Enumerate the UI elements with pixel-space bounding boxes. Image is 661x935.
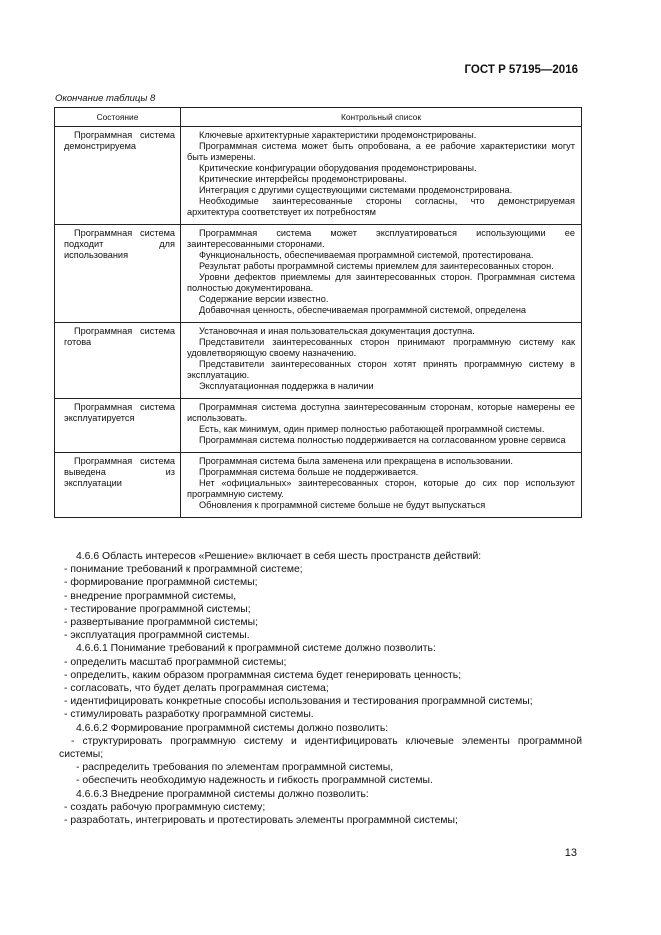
checklist-item: Программная система была заменена или прекращена в использовании. — [199, 456, 513, 466]
body-text — [59, 550, 582, 827]
checklist-cell — [181, 453, 582, 518]
state-cell: Программная система выведена из эксплуатации — [55, 453, 181, 518]
list-item: - согласовать, что будет делать программная система; — [64, 683, 329, 695]
standard-designation: ГОСТ Р 57195—2016 — [464, 64, 578, 76]
table-row — [55, 399, 582, 453]
checklist-item: Ключевые архитектурные характеристики продемонстрированы. — [199, 130, 477, 140]
list-item: - тестирование программной системы; — [64, 603, 251, 615]
list-item: - определить, каким образом программная система будет генерировать ценность; — [64, 669, 462, 681]
column-header-state: Состояние — [55, 108, 181, 127]
checklist-item: Есть, как минимум, один пример полностью работающей программной системы. — [199, 424, 545, 434]
list-item: - идентифицировать конкретные способы использования и тестирования программной системы; — [64, 696, 533, 708]
list-item: - создать рабочую программную систему; — [64, 801, 266, 813]
state-cell: Программная система демонстрируема — [55, 127, 181, 225]
checklist-item: Уровни дефектов приемлемы для заинтересованных сторон. Программная система полностью документирована. — [187, 272, 575, 293]
list-item: - разработать, интегрировать и протестировать элементы программной системы; — [64, 815, 458, 827]
clause-4-6-6-1: 4.6.6.1 Понимание требований к программной системе должно позволить: — [76, 643, 436, 655]
list-item: - формирование программной системы; — [64, 577, 258, 589]
list-item: - определить масштаб программной системы; — [64, 656, 287, 668]
checklist-table — [54, 107, 582, 518]
list-item: - стимулировать разработку программной системы. — [64, 709, 314, 721]
checklist-item: Добавочная ценность, обеспечиваемая программной системой, определена — [199, 305, 527, 315]
checklist-cell — [181, 399, 582, 453]
checklist-item: Критические интерфейсы продемонстрированы. — [199, 174, 407, 184]
list-item: - понимание требований к программной системе; — [64, 564, 303, 576]
clause-4-6-6-2: 4.6.6.2 Формирование программной системы должно позволить: — [76, 722, 389, 734]
list-item: - эксплуатация программной системы. — [64, 630, 250, 642]
table-row — [55, 225, 582, 323]
checklist-item: Содержание версии известно. — [199, 294, 329, 304]
checklist-item: Интеграция с другими существующими системами продемонстрирована. — [199, 185, 513, 195]
checklist-item: Результат работы программной системы приемлем для заинтересованных сторон. — [199, 261, 554, 271]
checklist-item: Эксплуатационная поддержка в наличии — [199, 381, 374, 391]
checklist-cell — [181, 323, 582, 399]
checklist-item: Программная система может быть опробована, а ее рабочие характеристики могут быть измерены. — [187, 141, 575, 162]
state-cell: Программная система эксплуатируется — [55, 399, 181, 453]
table-row — [55, 127, 582, 225]
column-header-checklist: Контрольный список — [181, 108, 582, 127]
list-item: - обеспечить необходимую надежность и гибкость программной системы. — [76, 775, 433, 787]
table-header-row — [55, 108, 582, 127]
checklist-item: Необходимые заинтересованные стороны согласны, что демонстрируемая архитектура соответствует их потребностям — [187, 196, 575, 217]
checklist-item: Программная система может эксплуатироваться использующими ее заинтересованными сторонами. — [187, 228, 575, 249]
checklist-item: Установочная и иная пользовательская документация доступна. — [199, 326, 475, 336]
checklist-item: Нет «официальных» заинтересованных сторон, которые до сих пор используют программную систему. — [187, 478, 575, 499]
list-item: - развертывание программной системы; — [64, 617, 259, 629]
checklist-cell — [181, 127, 582, 225]
table-row — [55, 453, 582, 518]
checklist-item: Программная система полностью поддерживается на согласованном уровне сервиса — [199, 435, 566, 445]
checklist-item: Функциональность, обеспечиваемая программной системой, протестирована. — [199, 250, 534, 260]
checklist-item: Программная система доступна заинтересованным сторонам, которые намерены ее использовать. — [187, 402, 575, 423]
state-cell: Программная система готова — [55, 323, 181, 399]
list-item: - внедрение программной системы, — [64, 590, 237, 602]
page-number: 13 — [564, 847, 577, 859]
list-item: - распределить требования по элементам программной системы, — [76, 762, 394, 774]
clause-4-6-6: 4.6.6 Область интересов «Решение» включает в себя шесть пространств действий: — [76, 551, 482, 562]
table-row — [55, 323, 582, 399]
table-caption: Окончание таблицы 8 — [55, 93, 156, 104]
checklist-item: Критические конфигурации оборудования продемонстрированы. — [199, 163, 477, 173]
checklist-cell — [181, 225, 582, 323]
list-item: - структурировать программную систему и идентифицировать ключевые элементы программной системы; — [59, 735, 582, 761]
checklist-item: Обновления к программной системе больше не будут выпускаться — [199, 500, 486, 510]
checklist-item: Представители заинтересованных сторон хотят принять программную систему в эксплуатацию. — [187, 359, 575, 380]
checklist-item: Представители заинтересованных сторон принимают программную систему как удовлетворяющую своему назначению. — [187, 337, 575, 358]
clause-4-6-6-3: 4.6.6.3 Внедрение программной системы должно позволить: — [76, 788, 369, 800]
checklist-item: Программная система больше не поддерживается. — [199, 467, 419, 477]
state-cell: Программная система подходит для использования — [55, 225, 181, 323]
